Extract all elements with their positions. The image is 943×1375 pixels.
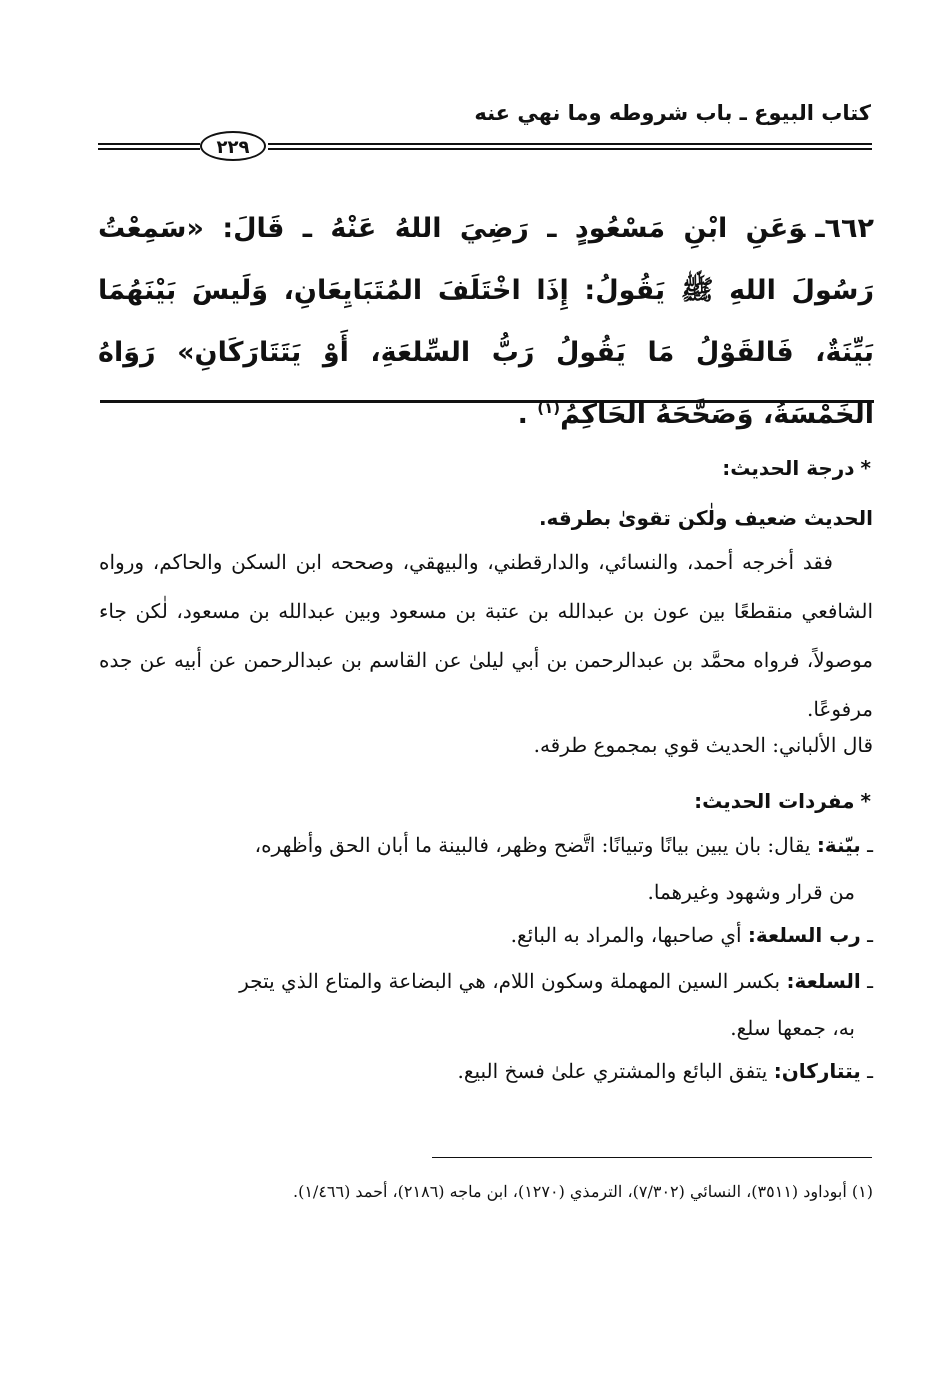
vocab-dash: ـ — [867, 923, 873, 947]
vocab-heading — [694, 785, 871, 817]
grade-heading-label: درجة الحديث: — [722, 456, 855, 480]
section-divider — [100, 400, 874, 403]
grade-heading — [722, 452, 871, 484]
header-rule-left — [98, 143, 200, 150]
vocab-definition-continued: به، جمعها سلع. — [730, 1016, 855, 1040]
vocab-definition: بكسر السين المهملة وسكون اللام، هي البضاعة والمتاع الذي يتجر — [239, 969, 781, 993]
footnote-marker[interactable]: (١) — [537, 399, 561, 417]
vocab-heading-label: مفردات الحديث: — [694, 789, 855, 813]
star-bullet: * — [860, 789, 871, 813]
running-title: كتاب البيوع ـ باب شروطه وما نهي عنه — [474, 101, 871, 125]
grade-details: فقد أخرجه أحمد، والنسائي، والدارقطني، والبيهقي، وصححه ابن السكن والحاكم، ورواه الشافعي منقطعًا بين عون بن عبدالله بن عتبة بن مسعود وبين عبدالله بن مسعود، لٰكن جاء موصولاً، فرواه محمَّد بن عبدالرحمن بن أبي ليلىٰ عن القاسم بن عبدالرحمن عن أبيه عن جده مرفوعًا. — [99, 550, 873, 721]
vocab-term: يتتاركان: — [773, 1059, 861, 1083]
vocab-definition: أي صاحبها، والمراد به البائع. — [510, 923, 742, 947]
albani-verdict: قال الألباني: الحديث قوي بمجموع طرقه. — [533, 733, 873, 757]
vocab-definition: يتفق البائع والمشتري علىٰ فسخ البيع. — [457, 1059, 768, 1083]
hadith-number: ٦٦٢ـ — [815, 213, 874, 244]
footnote-rule — [432, 1157, 872, 1158]
footnote: (١) أبوداود (٣٥١١)، النسائي (٧/٣٠٢)، الترمذي (١٢٧٠)، ابن ماجه (٢١٨٦)، أحمد (١/٤٦٦). — [293, 1182, 873, 1201]
page-number: ٢٢٩ — [200, 131, 266, 161]
vocab-dash: ـ — [867, 1059, 873, 1083]
vocab-item — [95, 912, 873, 959]
star-bullet: * — [860, 456, 871, 480]
vocab-term: بيّنة: — [816, 833, 861, 857]
vocab-definition: يقال: بان يبين بيانًا وتبيانًا: اتَّضح وظهر، فالبينة ما أبان الحق وأظهره، — [254, 833, 811, 857]
vocab-item — [95, 822, 873, 916]
vocab-item — [95, 958, 873, 1052]
vocab-term: رب السلعة: — [747, 923, 861, 947]
header-rule-right — [268, 143, 872, 150]
vocab-dash: ـ — [867, 833, 873, 857]
vocab-term: السلعة: — [786, 969, 861, 993]
hadith-body: وَعَنِ ابْنِ مَسْعُودٍ ـ رَضِيَ اللهُ عَنْهُ ـ قَالَ: «سَمِعْتُ رَسُولَ اللهِ ﷺ يَقُولُ: إِذَا اخْتَلَفَ المُتَبَايِعَانِ، وَلَيسَ بَيْنَهُمَا بَيِّنَةٌ، فَالقَوْلُ مَا يَقُولُ رَبُّ السِّلعَةِ، أَوْ يَتَتَارَكَانِ» رَوَاهُ الخَمْسَةُ، وَصَحَّحَهُ الحَاكِمُ — [98, 213, 874, 430]
grade-summary: الحديث ضعيف ولٰكن تقوىٰ بطرقه. — [538, 506, 873, 530]
hadith-text — [98, 198, 874, 446]
hadith-end: . — [517, 399, 538, 430]
vocab-dash: ـ — [867, 969, 873, 993]
vocab-item — [95, 1048, 873, 1095]
vocab-definition-continued: من قرار وشهود وغيرهما. — [647, 880, 855, 904]
